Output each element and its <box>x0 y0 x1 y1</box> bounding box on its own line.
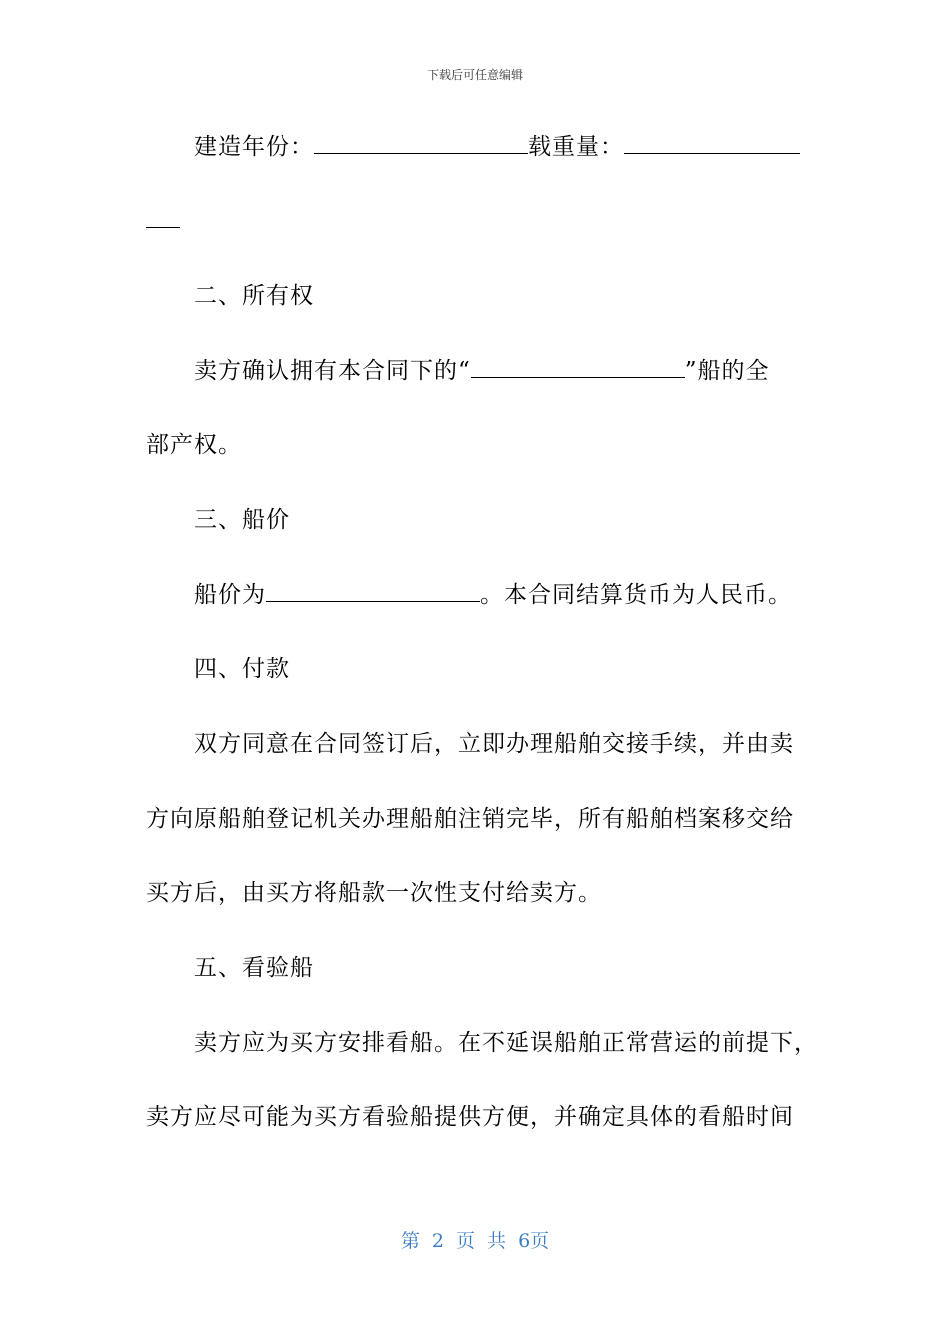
section-3-para <box>194 580 854 610</box>
ship-name-blank[interactable] <box>471 357 685 378</box>
section-4-para-line-2: 方向原船舶登记机关办理船舶注销完毕，所有船舶档案移交给 <box>146 806 794 832</box>
tonnage-blank-tail[interactable] <box>146 207 180 228</box>
ownership-text-start: 卖方确认拥有本合同下的“ <box>194 358 471 384</box>
section-2-para-line-2: 部产权。 <box>146 432 242 458</box>
build-year-line <box>194 132 854 162</box>
section-5-title: 五、看验船 <box>194 955 314 981</box>
section-4-para-line-3: 买方后，由买方将船款一次性支付给卖方。 <box>146 880 602 906</box>
page-header: 下载后可任意编辑 <box>426 68 523 82</box>
page-number: 第 2 页 共 6页 <box>400 1230 550 1252</box>
price-blank[interactable] <box>266 581 480 602</box>
build-year-blank[interactable] <box>314 133 528 154</box>
section-2-title: 二、所有权 <box>194 283 314 309</box>
tonnage-blank[interactable] <box>624 133 800 154</box>
section-5-para-line-2: 卖方应尽可能为买方看验船提供方便，并确定具体的看船时间 <box>146 1104 794 1130</box>
section-4-title: 四、付款 <box>194 656 290 682</box>
price-label: 船价为 <box>194 582 266 608</box>
section-3-title: 三、船价 <box>194 507 290 533</box>
build-year-label: 建造年份： <box>194 134 314 160</box>
ownership-text-end: ”船的全 <box>684 358 770 384</box>
section-5-para-line-1: 卖方应为买方安排看船。在不延误船舶正常营运的前提下， <box>194 1030 818 1056</box>
tonnage-blank-continued <box>146 206 806 236</box>
currency-text: 。本合同结算货币为人民币。 <box>480 582 792 608</box>
section-4-para-line-1: 双方同意在合同签订后，立即办理船舶交接手续，并由卖 <box>194 731 794 757</box>
section-2-para-line-1 <box>194 356 854 386</box>
tonnage-label: 载重量： <box>528 134 624 160</box>
